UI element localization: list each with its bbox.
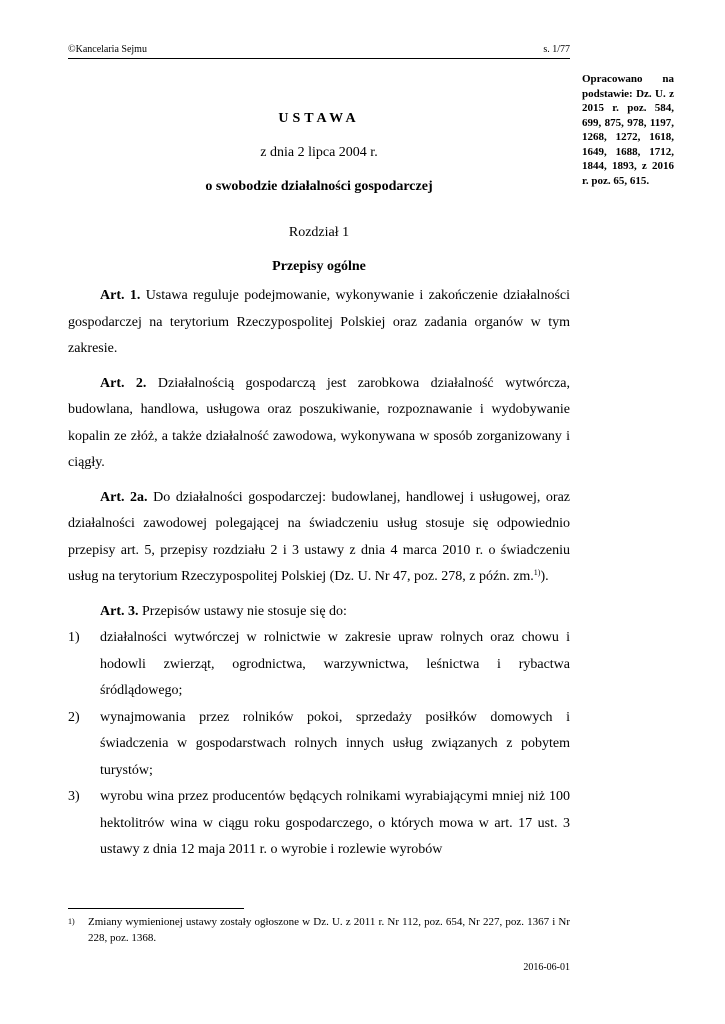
article-3 xyxy=(68,599,570,626)
list-item-text: działalności wytwórczej w rolnictwie w zakresie upraw rolnych oraz chowu i hodowli zwierząt, ogrodnictwa, warzywnictwa, leśnictwa i rybactwa śródlądowego; xyxy=(100,630,570,698)
footnote-number: 1) xyxy=(68,917,75,926)
article-2a xyxy=(68,485,570,591)
list-item xyxy=(68,625,570,705)
article-2 xyxy=(68,371,570,477)
list-item-number: 3) xyxy=(68,789,80,804)
document-date: z dnia 2 lipca 2004 r. xyxy=(260,145,378,160)
list-item-text: wynajmowania przez rolników pokoi, sprzedaży posiłków domowych i świadczenia w gospodarstwach rolnych innych usług związanych z pobytem turystów; xyxy=(100,709,570,778)
article-3-text: Przepisów ustawy nie stosuje się do: xyxy=(142,603,347,619)
footnote-text: Zmiany wymienionej ustawy zostały ogłoszone w Dz. U. z 2011 r. Nr 112, poz. 654, Nr 227, poz. 1367 i Nr 228, poz. 1368. xyxy=(88,916,570,944)
list-item xyxy=(68,784,570,864)
article-2-label: Art. 2. xyxy=(100,375,147,391)
footnote-reference: 1) xyxy=(533,568,541,577)
article-1-text: Ustawa reguluje podejmowanie, wykonywanie i zakończenie działalności gospodarczej na terytorium Rzeczypospolitej Polskiej oraz zadania organów w tym zakresie. xyxy=(68,288,570,356)
article-2a-text: Do działalności gospodarczej: budowlanej, handlowej i usługowej, oraz działalności zawodowej polegającej na świadczeniu usług stosuje się odpowiednio przepisy art. 5, przepisy rozdziału 2 i 3 ustawy z dnia 4 marca 2010 r. o świadczeniu usług na terytorium Rzeczypospolitej Polskiej (Dz. U. Nr 47, poz. 278, z późn. zm. xyxy=(68,489,570,584)
header-publisher: ©Kancelaria Sejmu xyxy=(68,44,147,55)
article-1-label: Art. 1. xyxy=(100,288,141,303)
document-title: USTAWA xyxy=(278,111,360,126)
list-item-number: 2) xyxy=(68,709,80,725)
footnote xyxy=(68,914,570,946)
chapter-title: Przepisy ogólne xyxy=(272,259,366,274)
document-subject: o swobodzie działalności gospodarczej xyxy=(205,179,433,194)
footnote-divider xyxy=(68,908,244,909)
article-1 xyxy=(68,283,570,363)
article-2-text: Działalnością gospodarczą jest zarobkowa działalność wytwórcza, budowlana, handlowa, usługowa oraz poszukiwanie, rozpoznawanie i wydobywanie kopalin ze złóż, a także działalność zawodowa, wykonywana w sposób zorganizowany i ciągły. xyxy=(68,375,570,470)
list-item-text: wyrobu wina przez producentów będących rolnikami wyrabiającymi mniej niż 100 hektolitrów wina w ciągu roku gospodarczego, o których mowa w art. 17 ust. 3 ustawy z dnia 12 maja 2011 r. o wyrobie i rozlewie wyrobów xyxy=(100,789,570,857)
article-2a-end: ). xyxy=(540,569,549,584)
list-item xyxy=(68,705,570,785)
document-body xyxy=(68,283,570,864)
footer-date: 2016-06-01 xyxy=(523,962,570,973)
source-note: Opracowano na podstawie: Dz. U. z 2015 r. poz. 584, 699, 875, 978, 1197, 1268, 1272, 1618, 1649, 1688, 1712, 1844, 1893, z 2016 r. poz. 65, 615. xyxy=(582,73,674,187)
article-3-label: Art. 3. xyxy=(100,603,139,619)
chapter-number: Rozdział 1 xyxy=(288,225,350,240)
article-2a-label: Art. 2a. xyxy=(100,489,148,505)
page-header xyxy=(68,44,570,59)
header-page-number: s. 1/77 xyxy=(543,44,570,55)
list-item-number: 1) xyxy=(68,630,80,645)
